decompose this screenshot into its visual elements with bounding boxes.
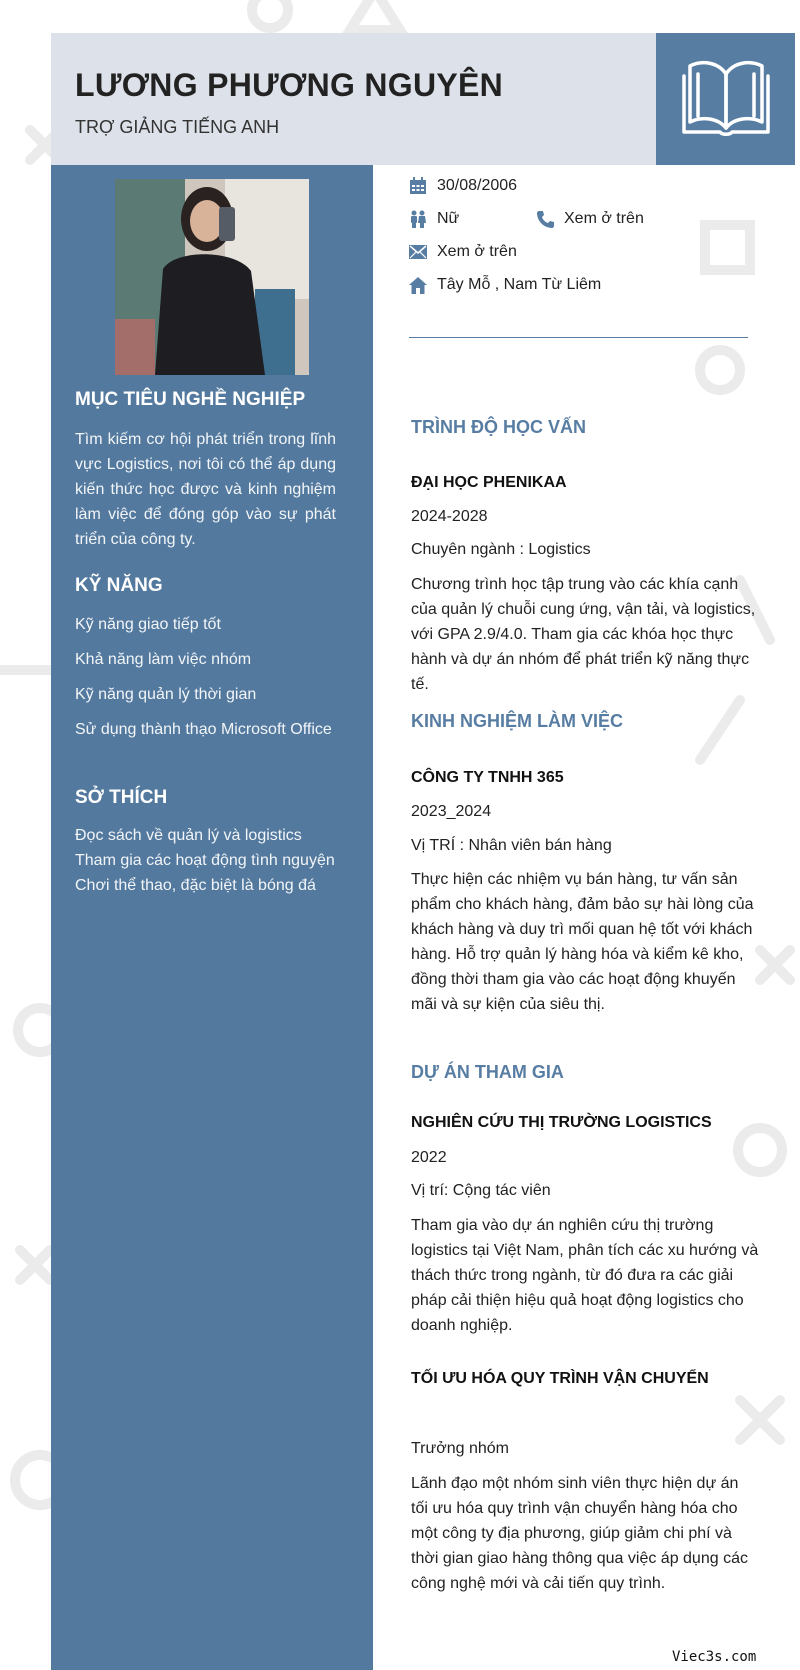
candidate-name: LƯƠNG PHƯƠNG NGUYÊN <box>75 67 504 103</box>
company-name: CÔNG TY TNHH 365 <box>411 769 564 786</box>
phone-icon <box>536 210 554 228</box>
birthdate-row <box>409 177 517 195</box>
skill-item: Kỹ năng giao tiếp tốt <box>75 616 221 633</box>
sidebar <box>51 165 373 1670</box>
projects-heading: DỰ ÁN THAM GIA <box>411 1062 564 1082</box>
hobby-item: Đọc sách về quản lý và logistics <box>75 827 302 844</box>
email-value: Xem ở trên <box>437 243 517 260</box>
skills-list <box>75 612 336 742</box>
hobby-item: Chơi thể thao, đặc biệt là bóng đá <box>75 877 316 894</box>
experience-description: Thực hiện các nhiệm vụ bán hàng, tư vấn sản phẩm cho khách hàng, đảm bảo sự hài lòng của khách hàng và duy trì mối quan hệ tốt với khách hàng. Hỗ trợ quản lý hàng hóa và kiểm kê kho, đồng thời tham gia vào các hoạt động khuyến mãi và sự kiện của siêu thị. <box>411 871 754 1013</box>
education-period: 2024-2028 <box>411 508 488 525</box>
skills-heading: KỸ NĂNG <box>75 575 163 596</box>
school-name: ĐẠI HỌC PHENIKAA <box>411 474 567 491</box>
logo-box <box>656 33 795 165</box>
skill-item: Khả năng làm việc nhóm <box>75 651 252 668</box>
phone-row <box>536 210 644 228</box>
main-content <box>373 165 795 1670</box>
project-description: Lãnh đạo một nhóm sinh viên thực hiện dự án tối ưu hóa quy trình vận chuyển hàng hóa cho một công ty địa phương, giúp giảm chi phí và thời gian giao hàng thông qua việc áp dụng các công nghệ mới và cải tiến quy trình. <box>411 1475 748 1592</box>
gender-value: Nữ <box>437 210 460 227</box>
objective-heading: MỤC TIÊU NGHỀ NGHIỆP <box>75 389 306 410</box>
address-row <box>409 276 601 294</box>
project-role: Trưởng nhóm <box>411 1440 509 1457</box>
project-description: Tham gia vào dự án nghiên cứu thị trường logistics tại Việt Nam, phân tích các xu hướng và thách thức trong ngành, từ đó đưa ra các giải pháp cải thiện hiệu quả hoạt động logistics cho doanh nghiệp. <box>411 1217 759 1334</box>
open-book-icon <box>680 56 772 142</box>
project-title: TỐI ƯU HÓA QUY TRÌNH VẬN CHUYỂN <box>411 1370 709 1387</box>
project-year: 2022 <box>411 1149 447 1166</box>
birthdate-value: 30/08/2006 <box>437 177 518 194</box>
experience-position: Vị TRÍ : Nhân viên bán hàng <box>411 837 612 854</box>
hobby-item: Tham gia các hoạt động tình nguyện <box>75 852 335 869</box>
email-row <box>409 243 517 261</box>
experience-heading: KINH NGHIỆM LÀM VIỆC <box>411 711 624 731</box>
home-icon <box>409 277 427 294</box>
experience-period: 2023_2024 <box>411 803 492 820</box>
profile-photo <box>115 179 309 375</box>
skill-item: Sử dụng thành thạo Microsoft Office <box>75 721 332 738</box>
gender-icon <box>409 210 427 228</box>
education-description: Chương trình học tập trung vào các khía cạnh của quản lý chuỗi cung ứng, vận tải, và logistics, với GPA 2.9/4.0. Tham gia các khóa học thực hành và dự án nhóm để phát triển kỹ năng thực tế. <box>411 576 756 693</box>
envelope-icon <box>409 245 427 259</box>
objective-text: Tìm kiếm cơ hội phát triển trong lĩnh vực Logistics, nơi tôi có thể áp dụng kiến thức học được và kinh nghiệm làm việc để đóng góp vào sự phát triển của công ty. <box>75 431 336 548</box>
project-title: NGHIÊN CỨU THỊ TRƯỜNG LOGISTICS <box>411 1114 712 1131</box>
education-heading: TRÌNH ĐỘ HỌC VẤN <box>411 417 586 437</box>
phone-value: Xem ở trên <box>564 210 644 227</box>
hobbies-list <box>75 823 336 898</box>
hobbies-heading: SỞ THÍCH <box>75 787 168 808</box>
contact-divider <box>409 337 748 338</box>
watermark-text: Viec3s.com <box>672 1649 757 1665</box>
education-major: Chuyên ngành : Logistics <box>411 541 591 558</box>
calendar-icon <box>409 177 427 195</box>
gender-row <box>409 210 459 228</box>
project-role: Vị trí: Cộng tác viên <box>411 1182 551 1199</box>
address-value: Tây Mỗ , Nam Từ Liêm <box>437 276 602 293</box>
resume-page <box>51 33 795 1670</box>
resume-header <box>51 33 656 165</box>
candidate-role: TRỢ GIẢNG TIẾNG ANH <box>75 117 280 137</box>
skill-item: Kỹ năng quản lý thời gian <box>75 686 257 703</box>
